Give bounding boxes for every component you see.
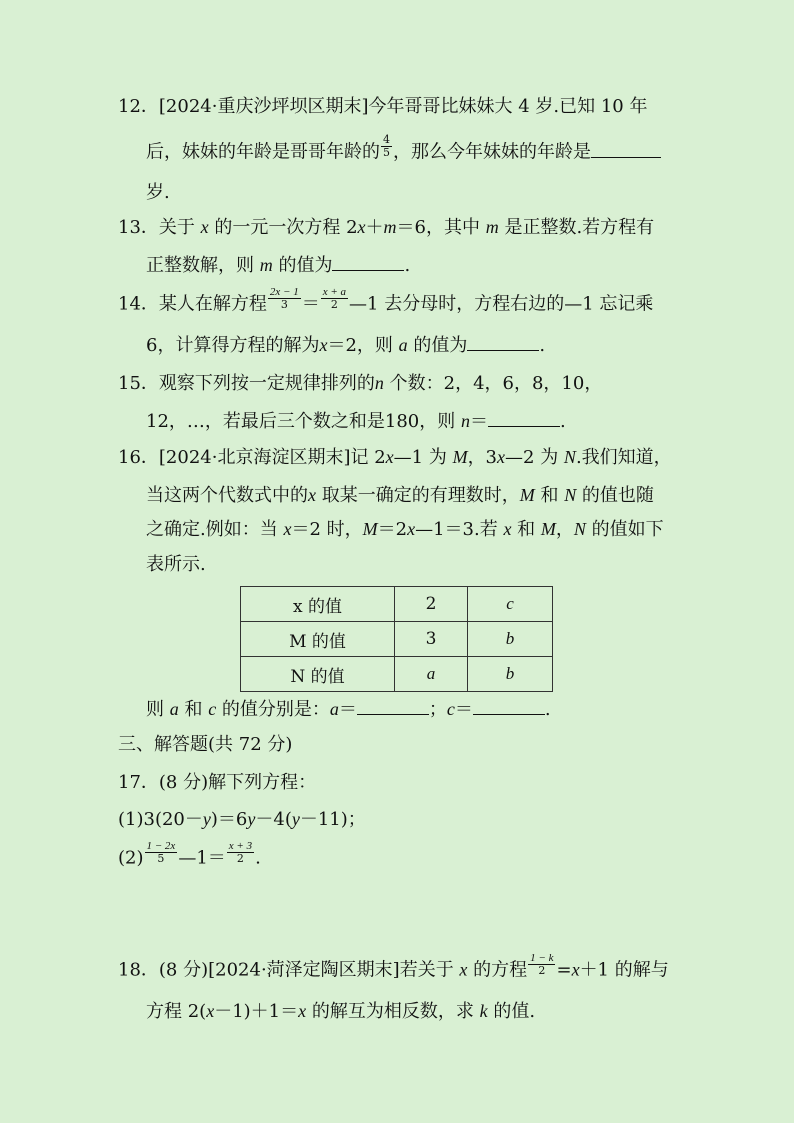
q18-line2 [146,1000,535,1023]
table-cell: b [468,622,553,657]
variable-x: x [283,519,292,539]
q15-line1 [118,372,602,395]
q15-line2 [146,410,566,433]
q16-text: ＝2 [377,519,408,540]
table-row [241,622,553,657]
q17-part1 [118,808,366,831]
value-table [240,586,553,692]
variable-y: y [202,809,211,829]
variable-x: x [298,1001,307,1021]
q13-text: 的一元一次方程 2 [208,217,358,238]
q16-text: 的值分别是： [216,699,330,720]
q16-text: 的值如下 [585,519,664,540]
q18-text: 的解互为相反数，求 [306,1001,480,1022]
answer-blank-c[interactable] [473,698,545,715]
fraction-denominator: 2 [538,964,546,977]
answer-blank[interactable] [332,254,404,271]
q16-text: 之确定.例如：当 [146,519,284,540]
q13-text: 的值为 [272,255,333,276]
q16-text: 取某一确定的有理数时， [316,485,520,506]
q17-fraction-right [227,840,254,865]
q16-text: 和 [511,519,541,540]
table-cell: b [468,657,553,692]
variable-a: a [169,699,179,719]
variable-N: N [563,447,576,467]
q17-title [118,772,316,794]
q16-text: ，3 [467,447,498,468]
q12-text: 后，妹妹的年龄是哥哥年龄的 [146,141,380,163]
q16-text: —2 为 [505,447,564,468]
variable-x: x [200,217,209,237]
variable-y: y [291,809,300,829]
q16-text: ＝ [338,699,357,720]
variable-k: k [479,1001,488,1021]
variable-n: n [374,373,384,393]
q12-fraction [381,134,392,159]
q17-text: (2) [118,847,144,869]
q16-text: 和 [534,485,565,506]
fraction-denominator: 2 [236,852,244,865]
q17-text: )＝6 [210,809,248,830]
q13-line2 [146,254,410,277]
variable-x: x [308,485,316,505]
q16-line1 [118,446,672,469]
variable-M: M [362,519,378,539]
q16-text: ＝2 时， [291,519,363,540]
q12-line2 [146,133,661,165]
q13-text: ＋ [365,217,384,238]
variable-M: M [540,519,556,539]
q16-text: . [544,699,551,720]
variable-c: c [208,699,217,719]
variable-c: c [446,699,455,719]
table-cell: a [395,657,468,692]
table-cell: 3 [395,622,468,657]
variable-x: x [459,959,468,980]
q18-text: 方程 2( [146,1001,207,1022]
answer-blank[interactable] [488,410,560,427]
q16-text: —1 为 [393,447,453,468]
q14-text: —1 去分母时，方程右边的—1 忘记乘 [349,293,654,315]
q17-text: 17．(8 分)解下列方程： [118,772,317,793]
fraction-denominator: 3 [280,298,288,311]
fraction-numerator: 1 − 2x [146,840,176,852]
q17-text: —1＝ [178,847,226,869]
q13-text: 13．关于 [118,217,201,238]
q16-answer-line [146,698,551,721]
q16-text: ， [555,519,574,540]
q15-text: 个数：2，4，6，8，10， [383,373,603,394]
q13-text: 正整数解，则 [146,255,260,276]
fraction-denominator: 2 [330,298,338,311]
variable-x: x [319,335,328,355]
answer-blank[interactable] [467,334,539,351]
q14-text: 14．某人在解方程 [118,293,267,315]
section-heading [118,734,292,756]
variable-M: M [519,485,535,505]
q14-text: ＝ [301,293,320,315]
q12-text: ，那么今年妹妹的年龄是 [393,141,591,163]
variable-a: a [329,699,339,719]
table-row [241,657,553,692]
q16-line3 [146,518,664,541]
q12-line3 [146,182,170,204]
q12-line1 [118,96,647,118]
q15-text: 15．观察下列按一定规律排列的 [118,373,375,394]
q16-text: .我们知道， [575,447,672,468]
q14-text: 6，计算得方程的解为 [146,335,320,356]
variable-y: y [247,809,256,829]
q14-fraction-right [321,286,348,311]
q14-fraction-left [268,286,301,311]
table-cell: c [468,587,553,622]
q17-text: . [255,847,261,869]
q14-line1 [118,286,654,317]
variable-m: m [485,217,499,237]
variable-x: x [497,447,506,467]
q18-text: 的值. [487,1001,536,1022]
q15-text: ＝ [469,411,488,432]
q18-text: 18．(8 分)[2024·菏泽定陶区期末]若关于 [118,959,460,981]
variable-x: x [407,519,416,539]
q16-text: 表所示. [146,554,206,575]
section-title: 三、解答题(共 72 分) [118,734,293,755]
q12-text: 12．[2024·重庆沙坪坝区期末]今年哥哥比妹妹大 4 岁.已知 10 年 [118,96,648,117]
q14-line2 [146,334,545,357]
q16-text: 和 [178,699,209,720]
fraction-numerator: 1 − k [530,952,554,964]
q16-line4 [146,554,206,576]
variable-N: N [573,519,586,539]
q16-text: ； [428,699,447,720]
q14-text: 的值为 [407,335,468,356]
q16-text: —1＝3.若 [415,519,504,540]
q17-text: －11)； [299,809,366,830]
q13-text: . [404,255,411,276]
q12-text: 岁. [146,182,170,203]
q17-part2 [118,840,261,871]
q14-text: ＝2，则 [327,335,399,356]
q13-text: ＝6，其中 [396,217,486,238]
variable-x: x [385,447,394,467]
table-row [241,587,553,622]
answer-blank-a[interactable] [357,698,429,715]
variable-M: M [452,447,468,467]
q13-line1 [118,216,654,239]
q15-text: . [559,411,566,432]
q16-text: ＝ [454,699,473,720]
q16-text: 16．[2024·北京海淀区期末]记 2 [118,447,386,468]
q18-text: = [556,959,572,981]
q17-text: －4( [255,809,292,830]
q15-text: 12，…，若最后三个数之和是180，则 [146,411,461,432]
variable-x: x [503,519,512,539]
q13-text: 是正整数.若方程有 [498,217,655,238]
fraction-numerator: 4 [383,133,390,146]
variable-N: N [564,485,577,505]
q18-text: ＋1 的解与 [579,959,669,981]
table-cell: M 的值 [241,622,395,657]
fraction-numerator: x + 3 [228,840,253,852]
table-cell: N 的值 [241,657,395,692]
variable-a: a [398,335,408,355]
fraction-numerator: x + a [322,286,347,298]
variable-m: m [259,255,273,275]
q16-text: 的值也随 [576,485,654,506]
q16-text: 则 [146,699,170,720]
q18-text: 的方程 [467,959,528,981]
table-cell: 2 [395,587,468,622]
variable-x: x [571,959,580,980]
q17-text: (1)3(20－ [118,809,203,830]
fraction-denominator: 5 [383,146,390,159]
answer-blank[interactable] [591,141,661,158]
variable-x: x [206,1001,215,1021]
q18-line1 [118,952,669,983]
fraction-denominator: 5 [157,852,165,865]
q16-text: 当这两个代数式中的 [146,485,308,506]
q14-text: . [539,335,546,356]
variable-n: n [460,411,470,431]
variable-m: m [383,217,397,237]
q18-fraction [528,952,555,977]
q16-line2 [146,484,654,507]
fraction-numerator: 2x − 1 [269,286,299,298]
q17-fraction-left [145,840,178,865]
q18-text: －1)＋1＝ [214,1001,299,1022]
variable-x: x [357,217,366,237]
table-cell: x 的值 [241,587,395,622]
